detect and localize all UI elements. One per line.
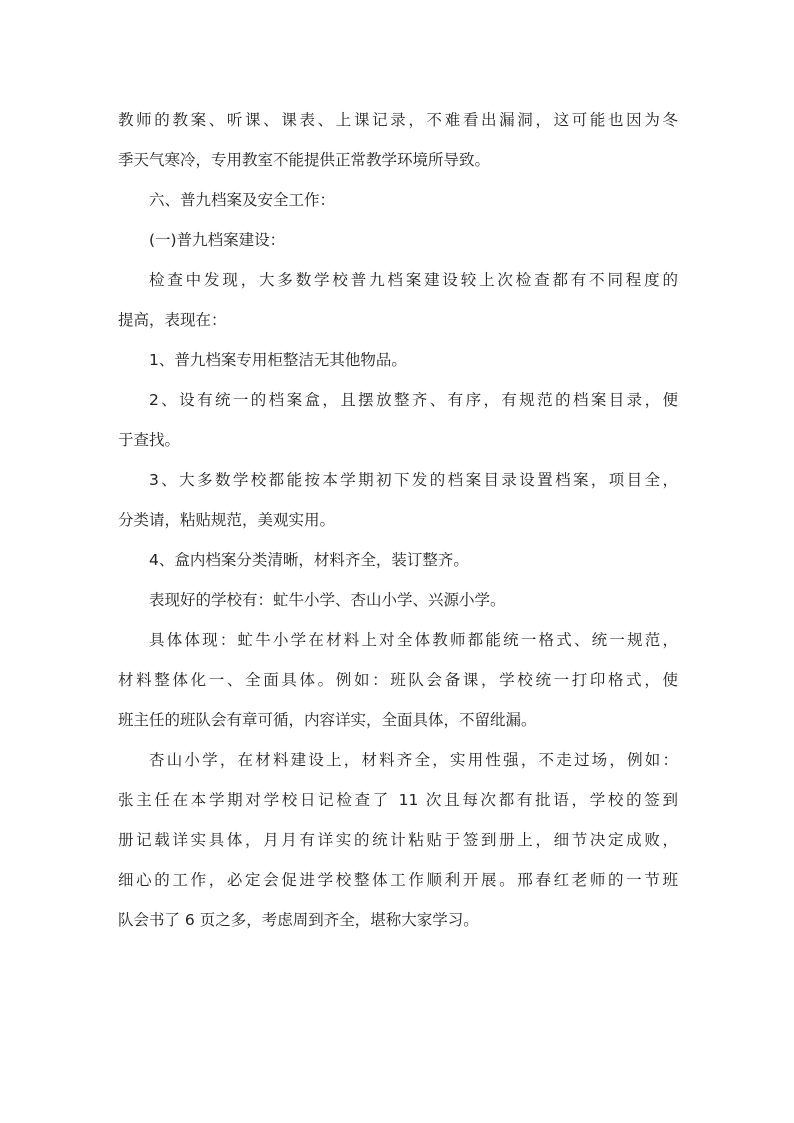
document-body bbox=[118, 100, 678, 940]
paragraph-line: 细心的工作，必定会促进学校整体工作顺利开展。邢春红老师的一节班 bbox=[118, 871, 678, 889]
paragraph-line: 具体体现：虻牛小学在材料上对全体教师都能统一格式、统一规范， bbox=[149, 631, 678, 649]
paragraph-line: 班主任的班队会有章可循，内容详实，全面具体，不留纰漏。 bbox=[118, 711, 537, 729]
list-item: 3、大多数学校都能按本学期初下发的档案目录设置档案，项目全， bbox=[149, 471, 678, 489]
paragraph-line: 材料整体化一、全面具体。例如：班队会备课，学校统一打印格式，使 bbox=[118, 671, 678, 689]
paragraph-line: 季天气寒冷，专用教室不能提供正常教学环境所导致。 bbox=[118, 151, 491, 169]
paragraph-line: 队会书了 6 页之多，考虑周到齐全，堪称大家学习。 bbox=[118, 911, 479, 929]
list-item: 1、普九档案专用柜整洁无其他物品。 bbox=[149, 351, 407, 369]
subsection-heading: (一)普九档案建设： bbox=[149, 231, 286, 249]
list-item: 4、盒内档案分类清晰，材料齐全，装订整齐。 bbox=[149, 551, 469, 569]
list-item-continuation: 于查找。 bbox=[118, 431, 181, 449]
paragraph-line: 册记载详实具体，月月有详实的统计粘贴于签到册上，细节决定成败， bbox=[118, 831, 678, 849]
paragraph-line: 张主任在本学期对学校日记检查了 11 次且每次都有批语，学校的签到 bbox=[118, 791, 678, 809]
section-heading: 六、普九档案及安全工作： bbox=[149, 191, 336, 209]
paragraph-line: 表现好的学校有：虻牛小学、杏山小学、兴源小学。 bbox=[149, 591, 506, 609]
paragraph-line: 教师的教案、听课、课表、上课记录，不难看出漏洞，这可能也因为冬 bbox=[118, 111, 678, 129]
paragraph-line: 杏山小学，在材料建设上，材料齐全，实用性强，不走过场，例如： bbox=[149, 751, 678, 769]
list-item: 2、设有统一的档案盒，且摆放整齐、有序，有规范的档案目录，便 bbox=[149, 391, 678, 409]
paragraph-line: 提高，表现在： bbox=[118, 311, 227, 329]
paragraph-line: 检查中发现，大多数学校普九档案建设较上次检查都有不同程度的 bbox=[149, 271, 678, 289]
list-item-continuation: 分类请，粘贴规范，美观实用。 bbox=[118, 511, 336, 529]
